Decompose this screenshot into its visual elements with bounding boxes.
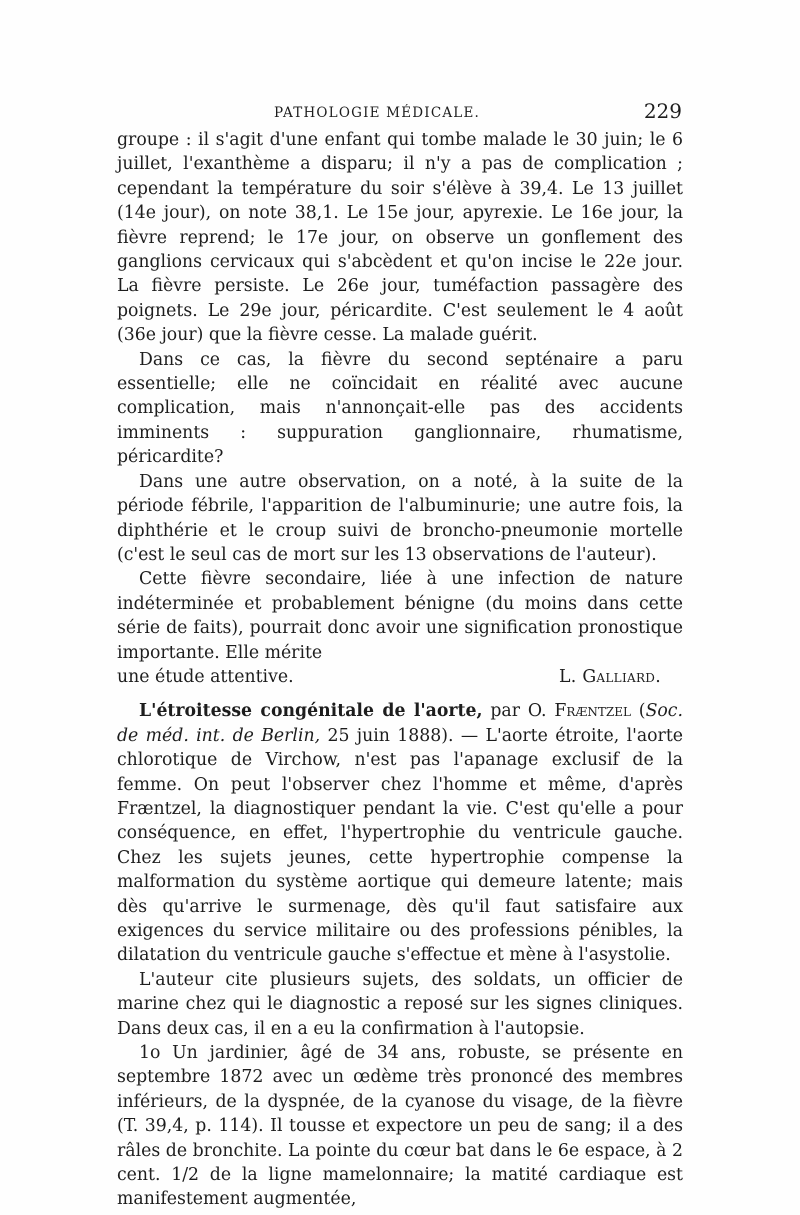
article-by: par O.	[482, 701, 555, 722]
paragraph-conclusion-text: Cette fièvre secondaire, liée à une infection de nature indéterminée et probablement bénigne (du moins dans cette série de faits), pourrait donc avoir une signification pronostique importante. Elle mérite	[117, 569, 683, 663]
paragraph-commentary: Dans ce cas, la fièvre du second septénaire a paru essentielle; elle ne coïncidait en réalité avec aucune complication, mais n'annonçait-elle pas des accidents imminents : suppuration ganglionnaire, rhumatisme, péricardite?	[117, 349, 683, 468]
page-number: 229	[643, 99, 682, 123]
body-text	[117, 128, 683, 1212]
paragraph-cases: L'auteur cite plusieurs sujets, des soldats, un officier de marine chez qui le diagnostic a reposé sur les signes cliniques. Dans deux cas, il en a eu la confirmation à l'autopsie.	[117, 969, 683, 1039]
paragraph-case-one: 1o Un jardinier, âgé de 34 ans, robuste, se présente en septembre 1872 avec un œdème très prononcé des membres inférieurs, de la dyspnée, de la cyanose du visage, de la fièvre (T. 39,4, p. 114). Il tousse et expectore un peu de sang; il a des râles de bronchite. La pointe du cœur bat dans le 6e espace, à 2 cent. 1/2 de la ligne mamelonnaire; la matité cardiaque est manifestement augmentée,	[117, 1043, 683, 1210]
paragraph-other-observation: Dans une autre observation, on a noté, à la suite de la période fébrile, l'apparition de l'albuminurie; une autre fois, la diphthérie et le croup suivi de broncho-pneumonie mortelle (c'est le seul cas de mort sur les 13 observations de l'auteur).	[117, 471, 683, 565]
paragraph-conclusion-last-line: une étude attentive.	[117, 666, 294, 687]
paragraph-continued: groupe : il s'agit d'une enfant qui tombe malade le 30 juin; le 6 juillet, l'exanthème a disparu; il n'y a pas de complication ; cependant la température du soir s'élève à 39,4. Le 13 juillet (14e jour), on note 38,1. Le 15e jour, apyrexie. Le 16e jour, la fièvre reprend; le 17e jour, on observe un gonflement des ganglions cervicaux qui s'abcèdent et qu'on incise le 22e jour. La fièvre persiste. Le 26e jour, tuméfaction passagère des poignets. Le 29e jour, péricardite. C'est seulement le 4 août (36e jour) que la fièvre cesse. La malade guérit.	[117, 130, 683, 346]
article-source-open: (	[630, 701, 646, 722]
running-head	[117, 99, 682, 123]
article-author: Fræntzel	[554, 701, 631, 722]
article-source: Soc. de méd. int. de Berlin,	[117, 701, 683, 746]
section-gap	[117, 689, 683, 699]
article-title: L'étroitesse congénitale de l'aorte,	[139, 701, 483, 722]
signature-line	[117, 665, 683, 689]
running-title: PATHOLOGIE MÉDICALE.	[273, 105, 481, 121]
author-signature: L. Galliard.	[558, 666, 661, 687]
article-text: 25 juin 1888). — L'aorte étroite, l'aorte chlorotique de Virchow, n'est pas l'apanage exclusif de la femme. On peut l'observer chez l'homme et même, d'après Fræntzel, la diagnostiquer pendant la vie. C'est qu'elle a pour conséquence, en effet, l'hypertrophie du ventricule gauche. Chez les sujets jeunes, cette hypertrophie compense la malformation du système aortique qui demeure latente; mais dès qu'arrive le surmenage, dès qu'il faut satisfaire aux exigences du service militaire ou des professions pénibles, la dilatation du ventricule gauche s'effectue et mène à l'asystolie.	[117, 725, 683, 966]
article-paragraph	[117, 699, 683, 967]
paragraph-conclusion	[117, 567, 683, 665]
